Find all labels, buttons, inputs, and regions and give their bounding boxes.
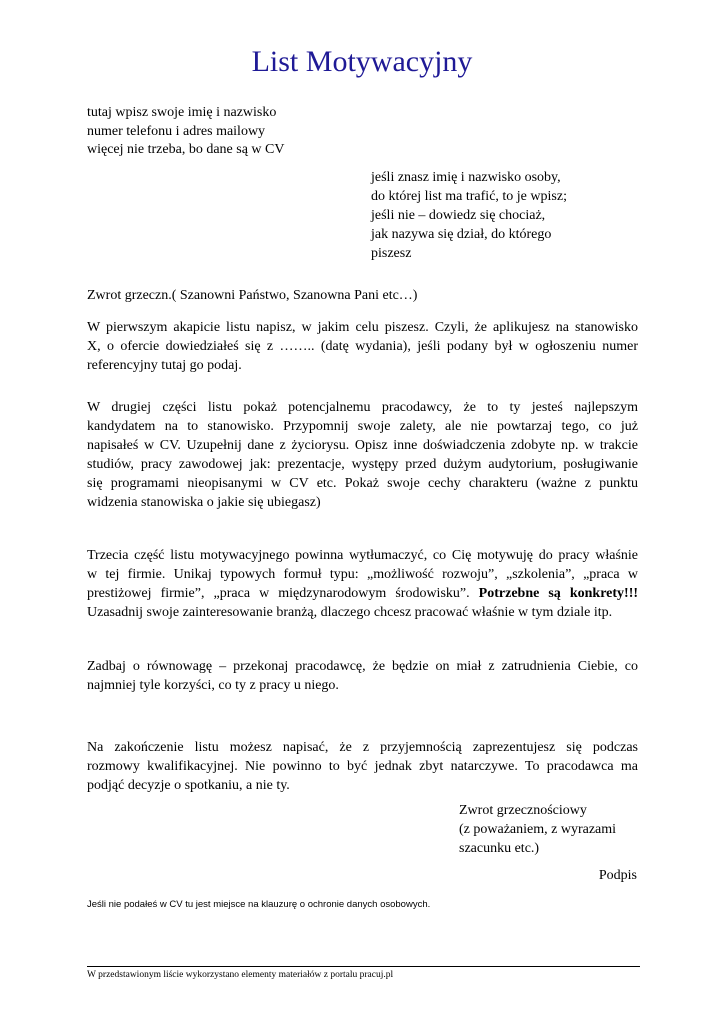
privacy-note: Jeśli nie podałeś w CV tu jest miejsce na klauzurę o ochronie danych osobowych. [87, 899, 431, 910]
footer-text: W przedstawionym liście wykorzystano elementy materiałów z portalu pracuj.pl [87, 970, 394, 980]
paragraph-line: X, o ofercie dowiedziałeś się z …….. (datę wydania), jeśli podany był w ogłoszeniu numer [87, 339, 638, 354]
paragraph-line: w tej firmie. Unikaj typowych formuł typu: „możliwość rozwoju”, „szkolenia”, „praca w [87, 567, 638, 582]
salutation: Zwrot grzeczn.( Szanowni Państwo, Szanowna Pani etc…) [87, 288, 418, 303]
paragraph-line: się programami nieopisanymi w CV etc. Pokaż swoje cechy charakteru (ważne z punktu [87, 476, 638, 491]
paragraph-line: kandydatem na to stanowisko. Przypomnij swoje zalety, ale nie powtarzaj tego, co już [87, 419, 638, 434]
paragraph-line: najmniej tyle korzyści, co ty z pracy u niego. [87, 678, 339, 693]
sender-line: numer telefonu i adres mailowy [87, 123, 266, 139]
sender-line: tutaj wpisz swoje imię i nazwisko [87, 105, 277, 120]
page-title: List Motywacyjny [251, 45, 473, 78]
closing-line: (z poważaniem, z wyrazami [459, 822, 617, 837]
paragraph-line: napisałeś w CV. Uzupełnij dane z życiorysu. Opisz inne doświadczenia zdobyte np. w trakcie [87, 438, 638, 453]
paragraph-qualifications [87, 398, 638, 512]
closing-block [459, 801, 659, 858]
paragraph-line: referencyjny tutaj go podaj. [87, 358, 242, 373]
paragraph-line: Zadbaj o równowagę – przekonaj pracodawcę, że będzie on miał z zatrudnienia Ciebie, co [87, 659, 638, 674]
paragraph-line: Na zakończenie listu możesz napisać, że z przyjemnością zaprezentujesz się podczas [87, 740, 638, 755]
footer-divider [87, 966, 640, 967]
recipient-block [371, 168, 611, 263]
recipient-line: jeśli znasz imię i nazwisko osoby, [371, 170, 561, 185]
paragraph-motivation [87, 546, 638, 622]
paragraph-line: widzenia stanowiska o jakie się ubiegasz) [87, 495, 321, 510]
recipient-line: jak nazywa się dział, do którego [371, 227, 552, 242]
sender-line: więcej nie trzeba, bo dane są w CV [87, 142, 285, 157]
paragraph-intro [87, 318, 638, 375]
paragraph-line: studiów, pracy zawodowej jak: prezentacje, występy przed dużym audytorium, posługiwanie [87, 457, 638, 472]
paragraph-conclusion [87, 738, 638, 795]
paragraph-balance [87, 657, 638, 695]
sender-block [87, 104, 387, 160]
paragraph-text: prestiżowej firmie”, „praca w międzynarodowym środowisku”. [87, 586, 470, 601]
emphasis-text: Potrzebne są konkrety!!! [478, 586, 639, 601]
closing-line: Zwrot grzecznościowy [459, 803, 587, 818]
paragraph-line: W drugiej części listu pokaż potencjalnemu pracodawcy, że to ty jesteś najlepszym [87, 400, 638, 415]
paragraph-line: W pierwszym akapicie listu napisz, w jakim celu piszesz. Czyli, że aplikujesz na stanowisko [87, 320, 638, 335]
paragraph-line: Uzasadnij swoje zainteresowanie branżą, dlaczego chcesz pracować właśnie w tym dziale itp. [87, 605, 613, 620]
recipient-line: do której list ma trafić, to je wpisz; [371, 189, 567, 204]
paragraph-line: Trzecia część listu motywacyjnego powinna wytłumaczyć, co Cię motywuję do pracy właśnie [87, 548, 638, 563]
paragraph-line: rozmowy kwalifikacyjnej. Nie powinno to być jednak zbyt natarczywe. To pracodawca ma [87, 759, 638, 774]
paragraph-line: podjąć decyzje o spotkaniu, a nie ty. [87, 778, 290, 793]
closing-line: szacunku etc.) [459, 841, 540, 856]
recipient-line: piszesz [371, 246, 412, 261]
recipient-line: jeśli nie – dowiedz się chociaż, [371, 208, 546, 223]
signature: Podpis [598, 868, 637, 883]
paragraph-line [87, 584, 638, 603]
